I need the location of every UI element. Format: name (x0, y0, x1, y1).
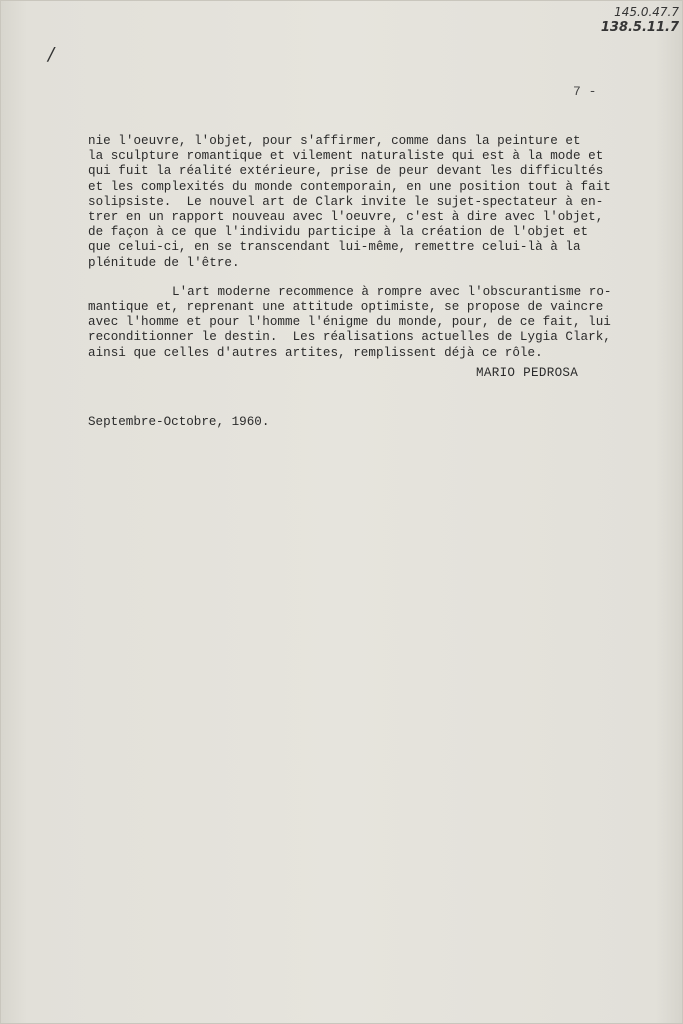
document-date: Septembre-Octobre, 1960. (88, 415, 270, 429)
author-signature: MARIO PEDROSA (476, 366, 579, 380)
page-number: 7 - (573, 84, 597, 99)
text-line: et les complexités du monde contemporain, en une position tout à fait (88, 179, 611, 194)
text-line: L'art moderne recommence à rompre avec l'obscurantisme ro- (172, 284, 612, 299)
margin-mark: / (48, 44, 55, 65)
text-line: trer en un rapport nouveau avec l'oeuvre, c'est à dire avec l'objet, (88, 210, 604, 225)
archive-number-1: 145.0.47.7 (614, 5, 679, 19)
text-line: solipsiste. Le nouvel art de Clark invite le sujet-spectateur à en- (88, 194, 604, 209)
text-line: la sculpture romantique et vilement naturaliste qui est à la mode et (88, 149, 604, 164)
text-line: que celui-ci, en se transcendant lui-même, remettre celui-là à la (88, 240, 581, 255)
text-line: de façon à ce que l'individu participe à la création de l'objet et (88, 225, 589, 240)
text-line: ainsi que celles d'autres artites, remplissent déjà ce rôle. (88, 345, 543, 360)
paragraph-1 (88, 134, 650, 271)
text-line: nie l'oeuvre, l'objet, pour s'affirmer, comme dans la peinture et (88, 134, 581, 148)
body-text (88, 134, 650, 361)
text-line: plénitude de l'être. (88, 255, 240, 270)
archive-number-2: 138.5.11.7 (600, 20, 679, 35)
paragraph-2 (88, 285, 650, 361)
archive-reference (601, 4, 679, 36)
text-line: mantique et, reprenant une attitude optimiste, se propose de vaincre (88, 300, 604, 315)
text-line: qui fuit la réalité extérieure, prise de peur devant les difficultés (88, 164, 604, 179)
text-line: avec l'homme et pour l'homme l'énigme du monde, pour, de ce fait, lui (88, 315, 611, 330)
text-line: reconditionner le destin. Les réalisations actuelles de Lygia Clark, (88, 330, 611, 345)
